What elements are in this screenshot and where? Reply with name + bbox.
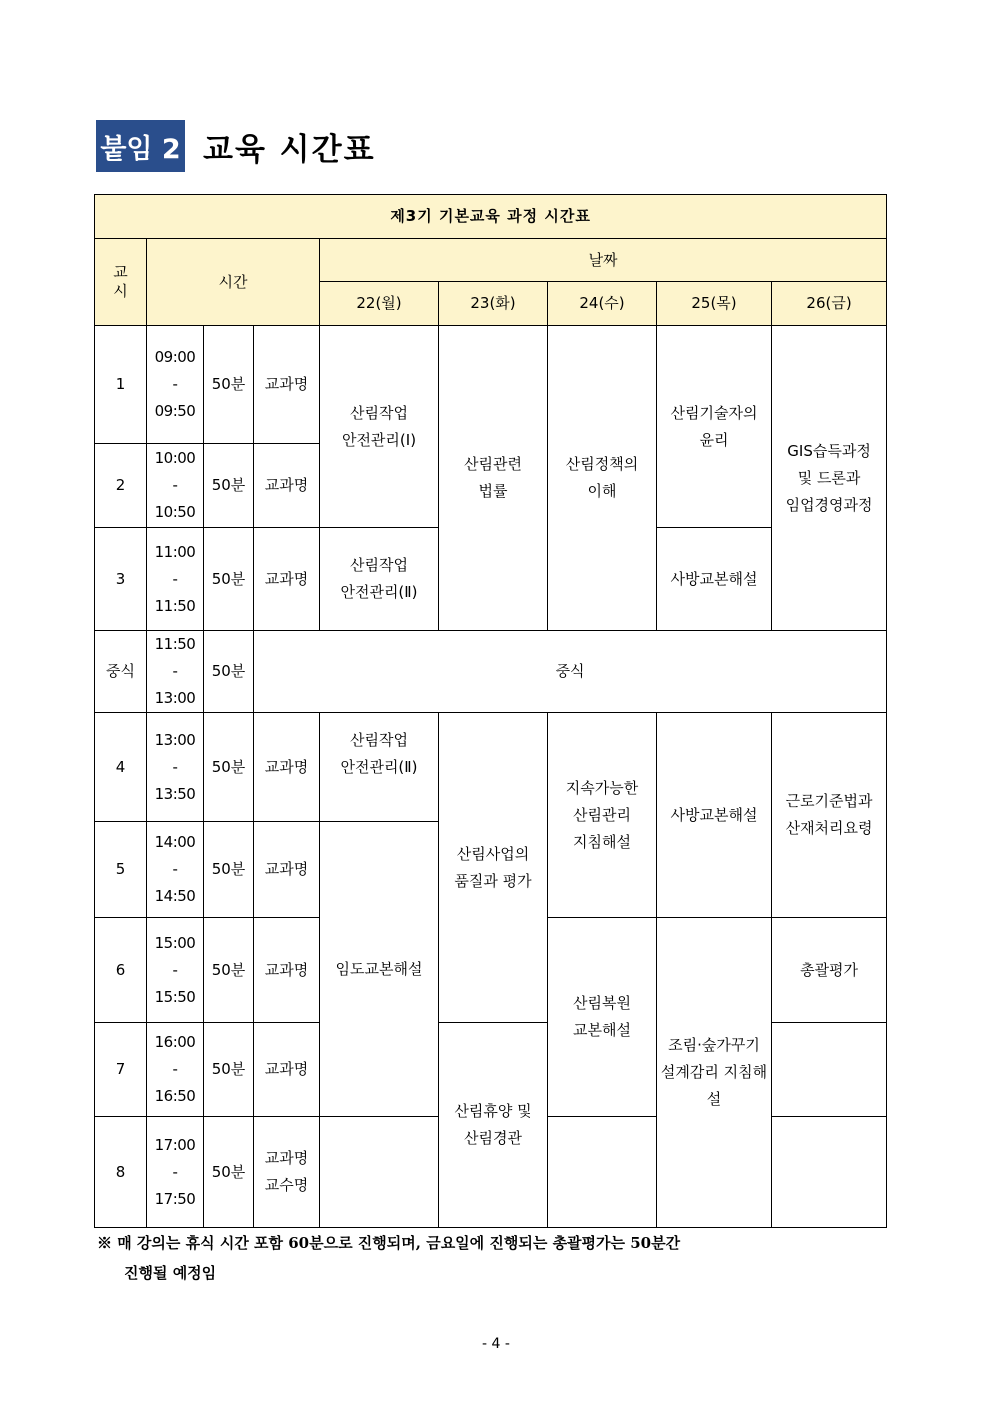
day-header-wed: 24(수) [548, 282, 657, 326]
time-range: 13:00 - 13:50 [147, 713, 204, 822]
empty-cell [548, 1117, 657, 1228]
course-thu-1-2: 산림기술자의 윤리 [657, 326, 772, 528]
date-header: 날짜 [320, 239, 887, 282]
lunch-cell: 중식 [254, 631, 887, 713]
course-label: 교과명 [254, 326, 320, 444]
period-cell: 6 [95, 918, 147, 1023]
course-thu-4-5: 사방교본해설 [657, 713, 772, 918]
duration: 50분 [204, 918, 254, 1023]
time-range: 16:00 - 16:50 [147, 1023, 204, 1117]
lunch-period-cell: 중식 [95, 631, 147, 713]
time-range: 11:50 - 13:00 [147, 631, 204, 713]
course-label: 교과명 [254, 444, 320, 528]
course-label: 교과명 [254, 918, 320, 1023]
period-cell: 2 [95, 444, 147, 528]
period-cell: 3 [95, 528, 147, 631]
course-thu-3: 사방교본해설 [657, 528, 772, 631]
footnote-line-1: ※ 매 강의는 휴식 시간 포함 60분으로 진행되며, 금요일에 진행되는 총괄평가는 50분간 [97, 1234, 681, 1252]
duration: 50분 [204, 1117, 254, 1228]
page-title: 교육 시간표 [203, 131, 376, 168]
course-mon-5-7: 임도교본해설 [320, 822, 439, 1117]
course-fri-4-5: 근로기준법과 산재처리요령 [772, 713, 887, 918]
course-label: 교과명 [254, 713, 320, 822]
appendix-tag: 붙임 2 [96, 120, 185, 172]
course-label: 교과명 교수명 [254, 1117, 320, 1228]
day-header-mon: 22(월) [320, 282, 439, 326]
course-wed-6-7: 산림복원 교본해설 [548, 918, 657, 1117]
day-header-tue: 23(화) [439, 282, 548, 326]
empty-cell [772, 1023, 887, 1117]
course-tue-1-3: 산림관련 법률 [439, 326, 548, 631]
period-cell: 1 [95, 326, 147, 444]
page-heading [96, 120, 376, 172]
period-cell: 5 [95, 822, 147, 918]
duration: 50분 [204, 1023, 254, 1117]
period-header: 교 시 [95, 239, 147, 326]
duration: 50분 [204, 326, 254, 444]
course-fri-6: 총괄평가 [772, 918, 887, 1023]
course-wed-4-5: 지속가능한 산림관리 지침해설 [548, 713, 657, 918]
day-header-fri: 26(금) [772, 282, 887, 326]
table-title: 제3기 기본교육 과정 시간표 [95, 195, 887, 239]
duration: 50분 [204, 444, 254, 528]
time-range: 14:00 - 14:50 [147, 822, 204, 918]
footnote-line-2: 진행될 예정임 [124, 1264, 217, 1282]
time-header: 시간 [147, 239, 320, 326]
course-tue-7-8: 산림휴양 및 산림경관 [439, 1023, 548, 1228]
page-number: - 4 - [482, 1336, 510, 1352]
empty-cell [320, 1117, 439, 1228]
course-label: 교과명 [254, 1023, 320, 1117]
course-fri-1-3: GIS습득과정 및 드론과 임업경영과정 [772, 326, 887, 631]
period-cell: 4 [95, 713, 147, 822]
course-mon-4: 산림작업 안전관리(Ⅱ) [320, 713, 439, 822]
footnote [97, 1228, 897, 1288]
course-thu-6-8: 조림·숲가꾸기 설계감리 지침해설 [657, 918, 772, 1228]
period-cell: 7 [95, 1023, 147, 1117]
time-range: 09:00 - 09:50 [147, 326, 204, 444]
course-mon-1-2: 산림작업 안전관리(Ⅰ) [320, 326, 439, 528]
time-range: 15:00 - 15:50 [147, 918, 204, 1023]
time-range: 17:00 - 17:50 [147, 1117, 204, 1228]
empty-cell [772, 1117, 887, 1228]
duration: 50분 [204, 528, 254, 631]
day-header-thu: 25(목) [657, 282, 772, 326]
timetable [94, 194, 887, 1228]
time-range: 11:00 - 11:50 [147, 528, 204, 631]
course-mon-3: 산림작업 안전관리(Ⅱ) [320, 528, 439, 631]
course-wed-1-3: 산림정책의 이해 [548, 326, 657, 631]
course-label: 교과명 [254, 528, 320, 631]
duration: 50분 [204, 631, 254, 713]
time-range: 10:00 - 10:50 [147, 444, 204, 528]
period-cell: 8 [95, 1117, 147, 1228]
duration: 50분 [204, 713, 254, 822]
duration: 50분 [204, 822, 254, 918]
course-tue-4-6: 산림사업의 품질과 평가 [439, 713, 548, 1023]
course-label: 교과명 [254, 822, 320, 918]
